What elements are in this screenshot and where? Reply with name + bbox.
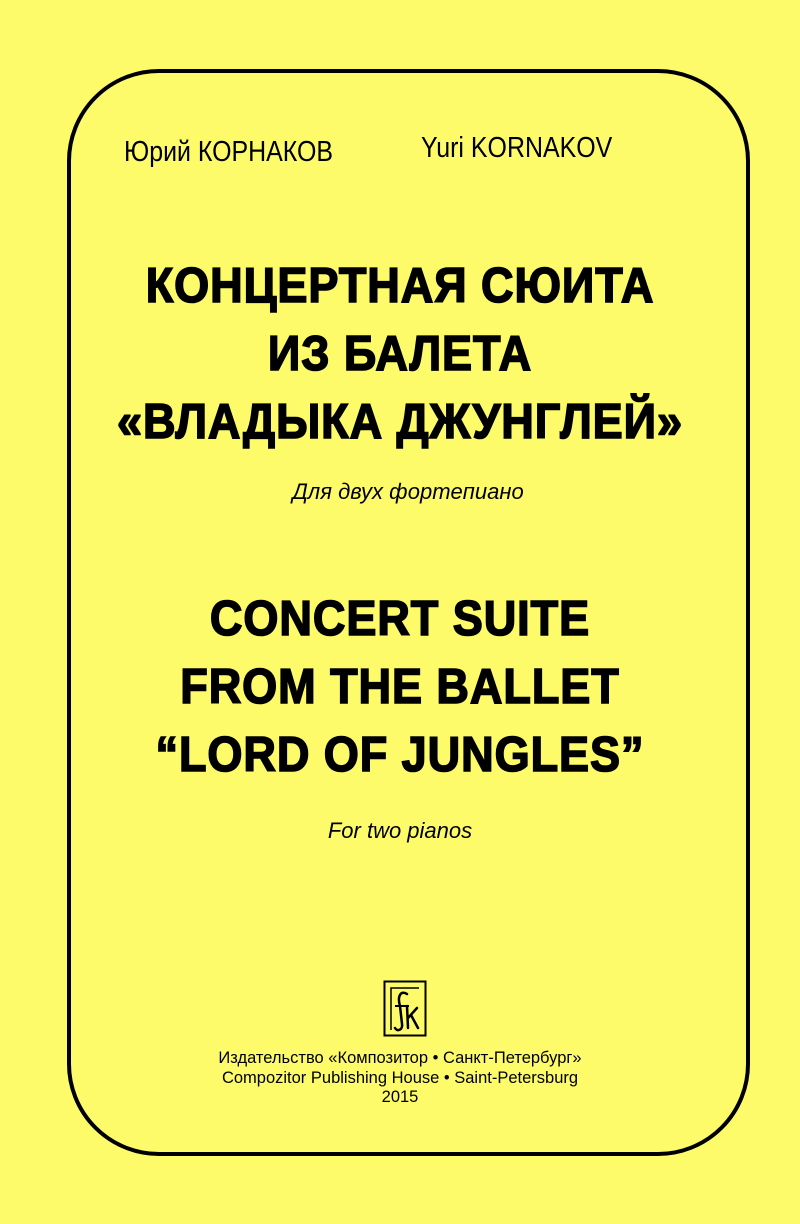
publisher-info — [0, 1049, 800, 1108]
publisher-line-en: Compozitor Publishing House • Saint-Petersburg — [221, 1068, 579, 1087]
title-ru-line-1: КОНЦЕРТНАЯ СЮИТА — [145, 259, 655, 313]
title-ru — [0, 252, 800, 456]
title-en-line-1: CONCERT SUITE — [209, 592, 591, 646]
title-ru-line-2: ИЗ БАЛЕТА — [267, 327, 533, 381]
title-en-line-3: “LORD OF JUNGLES” — [155, 728, 645, 782]
title-en — [0, 585, 800, 789]
title-en-line-2: FROM THE BALLET — [180, 660, 620, 714]
title-ru-line-3: «ВЛАДЫКА ДЖУНГЛЕЙ» — [117, 395, 683, 449]
publisher-logo-icon — [383, 980, 427, 1037]
publication-year: 2015 — [381, 1088, 419, 1106]
author-name-en: Yuri KORNAKOV — [421, 132, 613, 164]
subtitle-ru: Для двух фортепиано — [292, 479, 524, 504]
publisher-line-ru: Издательство «Композитор • Санкт-Петербург» — [218, 1049, 582, 1067]
author-name-ru: Юрий КОРНАКОВ — [124, 136, 334, 168]
subtitle-en: For two pianos — [327, 818, 473, 843]
